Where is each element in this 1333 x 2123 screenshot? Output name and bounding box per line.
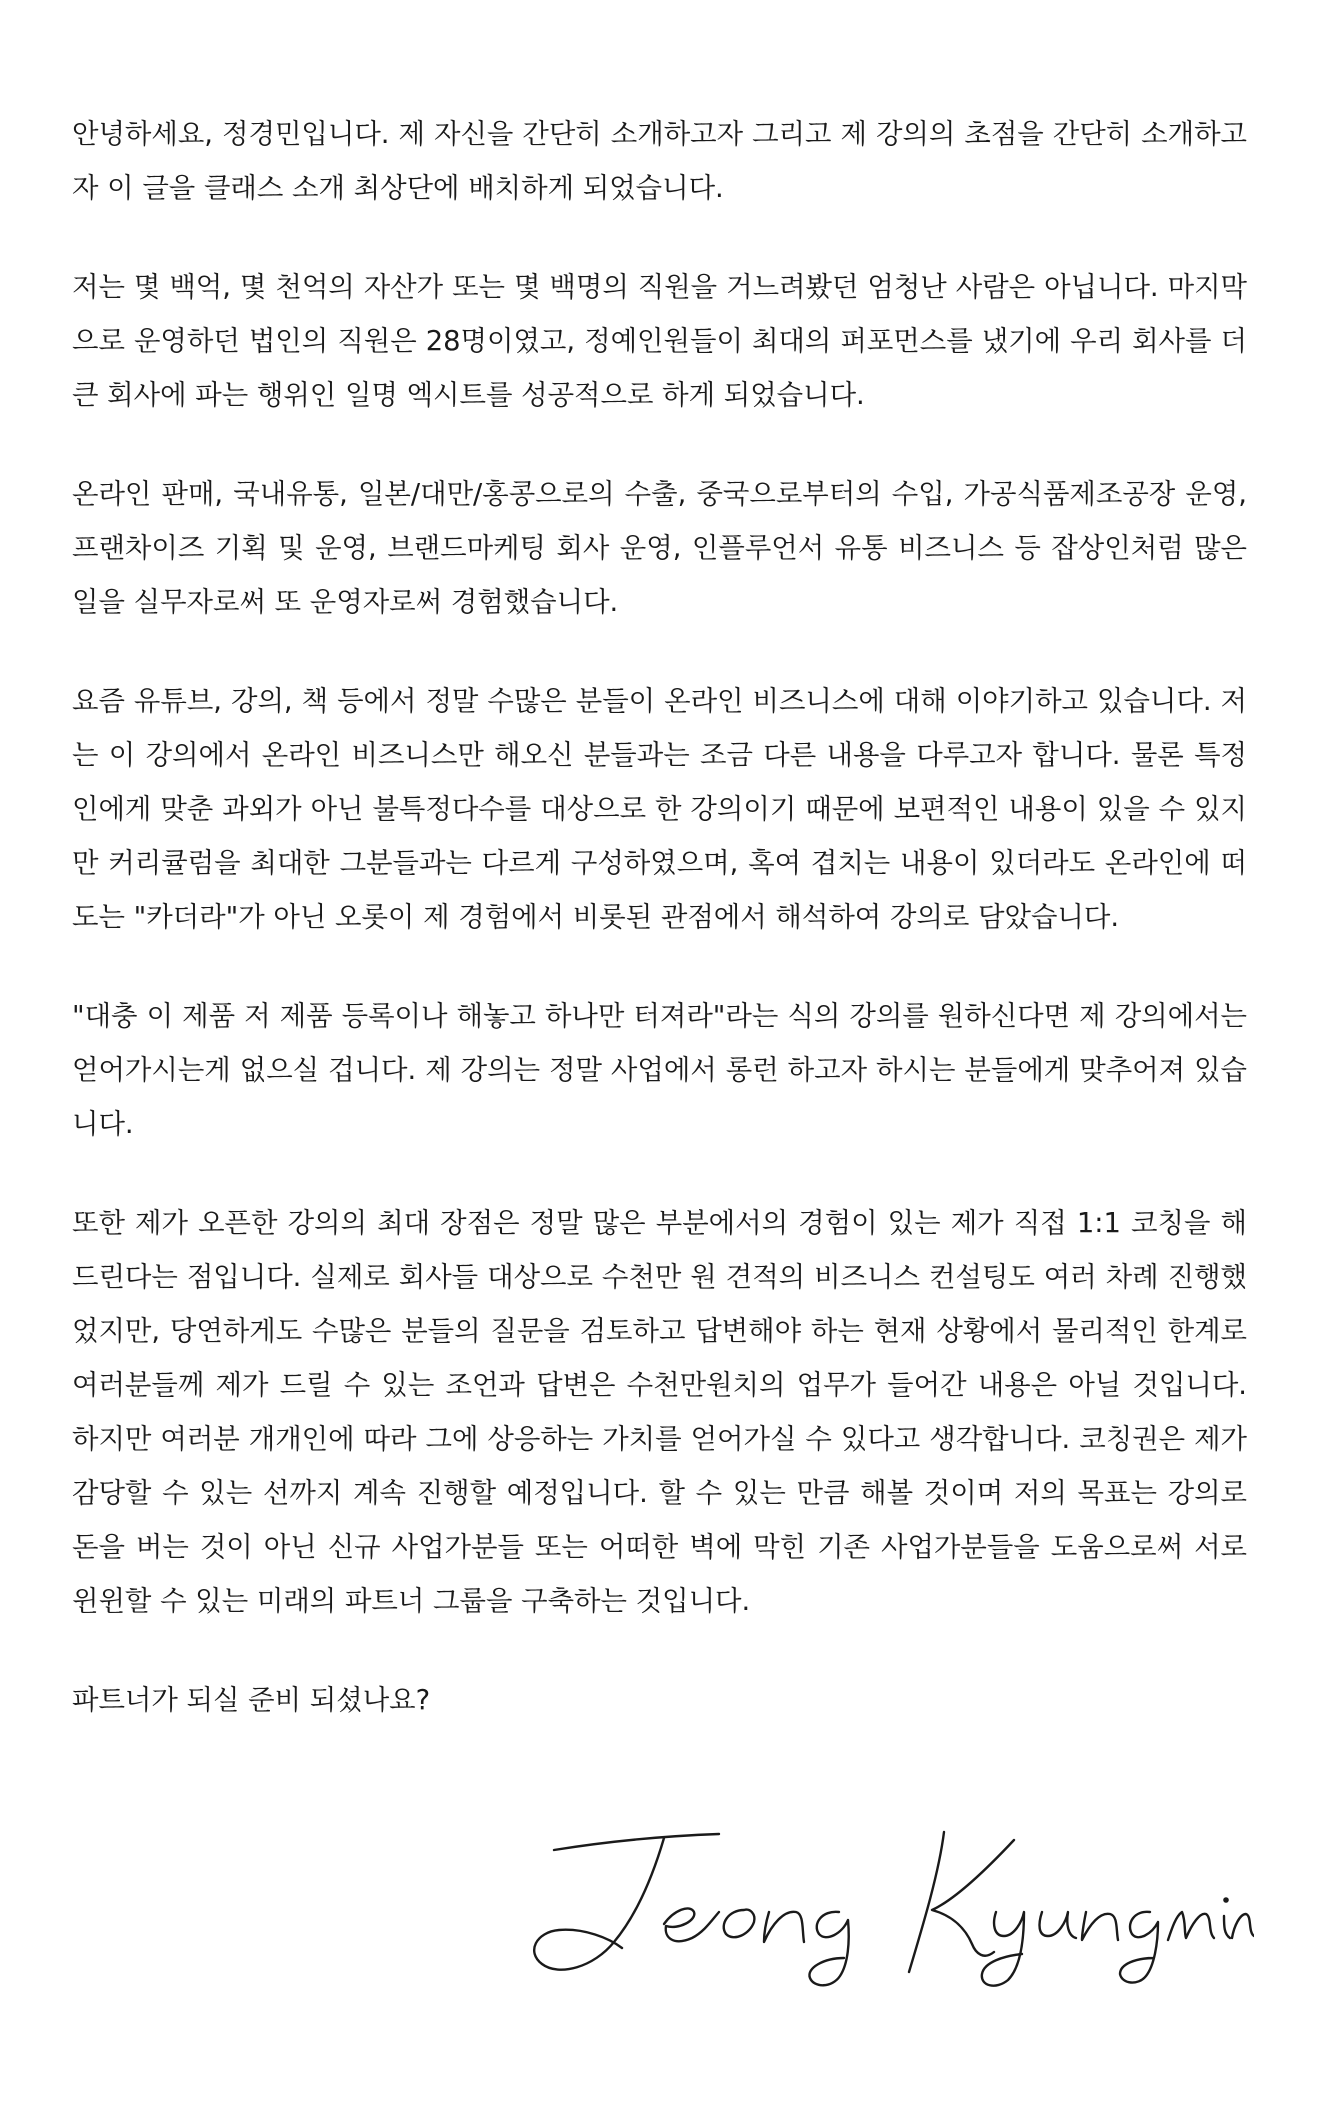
warning-paragraph: "대충 이 제품 저 제품 등록이나 해놓고 하나만 터져라"라는 식의 강의를 원하신다면 제 강의에서는 얻어가시는게 없으실 겁니다. 제 강의는 정말 사업에서 롱런 하고자 하시는 분들에게 맞추어져 있습니다. [72, 1001, 1247, 1140]
letter-body [72, 108, 1247, 1728]
background-paragraph: 저는 몇 백억, 몇 천억의 자산가 또는 몇 백명의 직원을 거느려봤던 엄청난 사람은 아닙니다. 마지막으로 운영하던 법인의 직원은 28명이였고, 정예인원들이 최대의 퍼포먼스를 냈기에 우리 회사를 더 큰 회사에 파는 행위인 일명 엑시트를 성공적으로 하게 되었습니다. [72, 272, 1247, 411]
handwritten-signature [514, 1812, 1254, 1992]
closing-question: 파트너가 되실 준비 되셨나요? [72, 1685, 431, 1716]
experience-paragraph: 온라인 판매, 국내유통, 일본/대만/홍콩으로의 수출, 중국으로부터의 수입, 가공식품제조공장 운영, 프랜차이즈 기획 및 운영, 브랜드마케팅 회사 운영, 인플루언서 유통 비즈니스 등 잡상인처럼 많은 일을 실무자로써 또 운영자로써 경험했습니다. [72, 479, 1247, 618]
coaching-paragraph: 또한 제가 오픈한 강의의 최대 장점은 정말 많은 부분에서의 경험이 있는 제가 직접 1:1 코칭을 해드린다는 점입니다. 실제로 회사들 대상으로 수천만 원 견적의 비즈니스 컨설팅도 여러 차례 진행했었지만, 당연하게도 수많은 분들의 질문을 검토하고 답변해야 하는 현재 상황에서 물리적인 한계로 여러분들께 제가 드릴 수 있는 조언과 답변은 수천만원치의 업무가 들어간 내용은 아닐 것입니다. 하지만 여러분 개개인에 따라 그에 상응하는 가치를 얻어가실 수 있다고 생각합니다. 코칭권은 제가 감당할 수 있는 선까지 계속 진행할 예정입니다. 할 수 있는 만큼 해볼 것이며 저의 목표는 강의로 돈을 버는 것이 아닌 신규 사업가분들 또는 어떠한 벽에 막힌 기존 사업가분들을 도움으로써 서로 윈윈할 수 있는 미래의 파트너 그룹을 구축하는 것입니다. [72, 1208, 1247, 1617]
course-focus-paragraph: 요즘 유튜브, 강의, 책 등에서 정말 수많은 분들이 온라인 비즈니스에 대해 이야기하고 있습니다. 저는 이 강의에서 온라인 비즈니스만 해오신 분들과는 조금 다른 내용을 다루고자 합니다. 물론 특정인에게 맞춘 과외가 아닌 불특정다수를 대상으로 한 강의이기 때문에 보편적인 내용이 있을 수 있지만 커리큘럼을 최대한 그분들과는 다르게 구성하였으며, 혹여 겹치는 내용이 있더라도 온라인에 떠도는 "카더라"가 아닌 오롯이 제 경험에서 비롯된 관점에서 해석하여 강의로 담았습니다. [72, 686, 1247, 933]
intro-paragraph: 안녕하세요, 정경민입니다. 제 자신을 간단히 소개하고자 그리고 제 강의의 초점을 간단히 소개하고자 이 글을 클래스 소개 최상단에 배치하게 되었습니다. [72, 119, 1247, 204]
